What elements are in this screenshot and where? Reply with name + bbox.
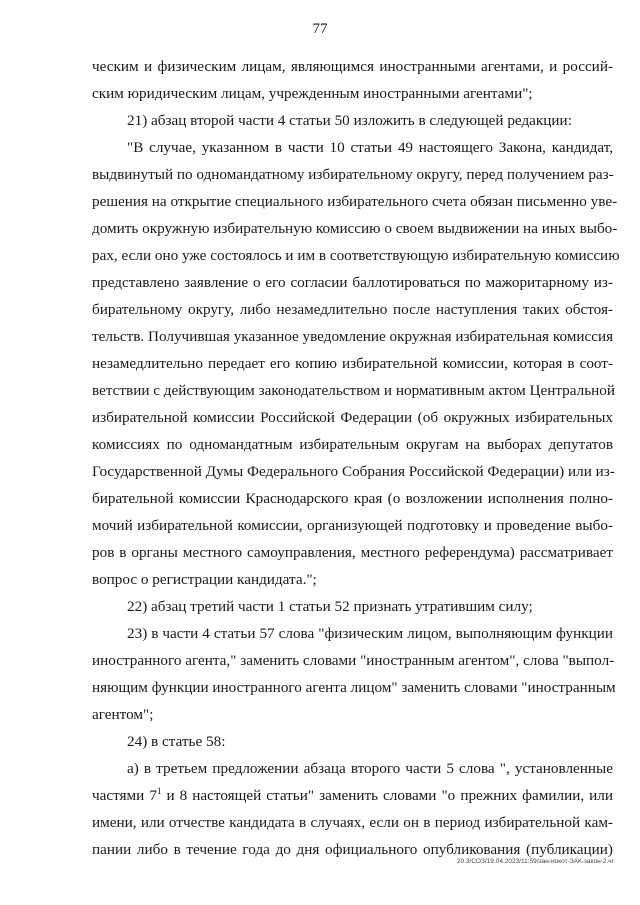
text-line: Государственной Думы Федерального Собрания Российской Федерации) или из- (92, 463, 615, 480)
text-line: тельств. Получившая указанное уведомление окружная избирательная комиссия (92, 328, 614, 345)
footer-reference: 20.3/СОЗ/19.04.2023/11:59/зан-иокот-ЗАК-закон-2.чг (456, 858, 614, 865)
text-line: имени, или отчестве кандидата в случаях, если он в период избирательной кам- (92, 814, 613, 831)
text-line: мочий избирательной комиссии, организующей подготовку и проведение выбо- (92, 517, 613, 534)
text-line: ров в органы местного самоуправления, местного референдума) рассматривает (92, 544, 613, 561)
text-line: 24) в статье 58: (127, 733, 226, 750)
text-line: выдвинутый по одномандатному избирательному округу, перед получением раз- (92, 166, 614, 183)
text-line: а) в третьем предложении абзаца второго части 5 слова ", установленные (127, 760, 613, 777)
text-line: пании либо в течение года до дня официального опубликования (публикации) (92, 841, 613, 858)
text-line: 21) абзац второй части 4 статьи 50 изложить в следующей редакции: (127, 112, 572, 129)
superscript: 1 (156, 786, 162, 796)
text-line: ветствии с действующим законодательством и нормативным актом Центральной (92, 382, 616, 399)
text-line: "В случае, указанном в части 10 статьи 49 настоящего Закона, кандидат, (127, 139, 613, 156)
text-line: домить окружную избирательную комиссию о своем выдвижении на иных выбо- (92, 220, 618, 237)
text-line: ческим и физическим лицам, являющимся иностранными агентами, и россий- (92, 58, 613, 75)
text-line: вопрос о регистрации кандидата."; (92, 571, 317, 588)
text-line: избирательной комиссии Российской Федерации (об окружных избирательных (92, 409, 613, 426)
text-line: незамедлительно передает его копию избирательной комиссии, которая в соот- (92, 355, 613, 372)
text-line: решения на открытие специального избирательного счета обязан письменно уве- (92, 193, 618, 210)
text-line: рах, если оно уже состоялось и им в соответствующую избирательную комиссию (92, 247, 620, 264)
text-line: представлено заявление о его согласии баллотироваться по мажоритарному из- (92, 274, 613, 291)
text-fragment: и 8 настоящей статьи" заменить словами "о прежних фамилии, или (161, 787, 614, 804)
text-line (92, 786, 613, 806)
text-line: няющим функции иностранного агента лицом" заменить словами "иностранным (92, 679, 616, 696)
text-line: бирательному округу, либо незамедлительно после наступления таких обстоя- (92, 301, 613, 318)
text-line: 22) абзац третий части 1 статьи 52 признать утратившим силу; (127, 598, 533, 615)
text-line: иностранного агента," заменить словами "иностранным агентом", слова "выпол- (92, 652, 615, 669)
page-number: 77 (312, 21, 328, 37)
text-line: 23) в части 4 статьи 57 слова "физическим лицом, выполняющим функции (127, 625, 613, 642)
text-line: агентом"; (92, 706, 154, 723)
text-fragment: частями 7 (92, 787, 157, 804)
text-line: комиссиях по одномандатным избирательным округам на выборах депутатов (92, 436, 613, 453)
text-line: ским юридическим лицам, учрежденным иностранными агентами"; (92, 85, 533, 102)
text-line: бирательной комиссии Краснодарского края (о возложении исполнения полно- (92, 490, 613, 507)
